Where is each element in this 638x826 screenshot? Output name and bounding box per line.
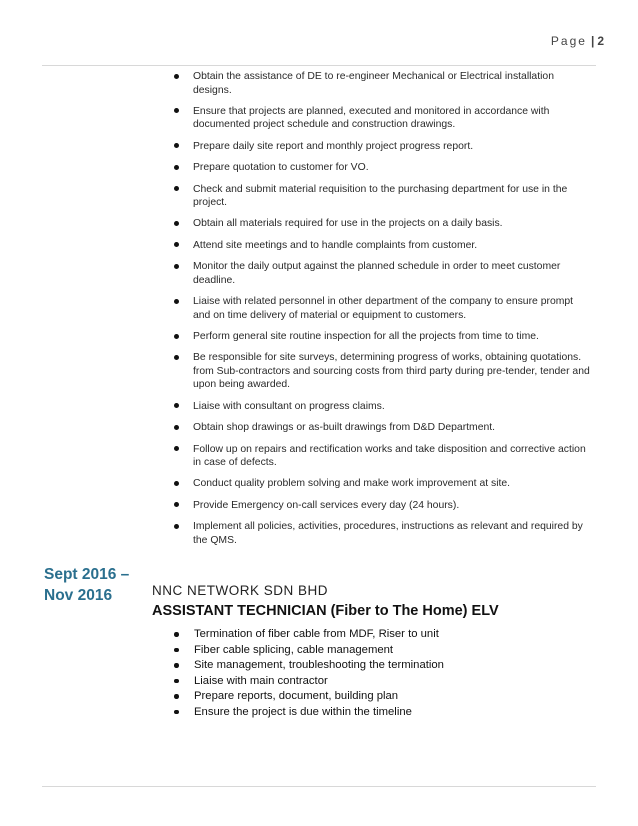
task-text: Site management, troubleshooting the termination (194, 659, 444, 672)
duty-text: Be responsible for site surveys, determining progress of works, obtaining quotations. from Sub-contractors and sourcing costs from third party during pre-tender, tender and upon being awarded. (193, 352, 590, 391)
duty-text: Provide Emergency on-call services every day (24 hours). (193, 499, 460, 511)
duty-text: Ensure that projects are planned, executed and monitored in accordance with documented project schedule and construction drawings. (193, 105, 550, 131)
bullet-icon (174, 108, 179, 113)
bullet-icon (174, 648, 179, 653)
bullet-icon (174, 221, 179, 226)
bullet-icon (174, 186, 179, 191)
duty-text: Conduct quality problem solving and make work improvement at site. (193, 478, 511, 490)
list-item (172, 643, 444, 659)
duty-text: Check and submit material requisition to the purchasing department for use in the project. (193, 183, 568, 209)
list-item (172, 421, 592, 435)
list-item (172, 658, 444, 674)
duty-text: Follow up on repairs and rectification works and take disposition and corrective action in case of defects. (193, 443, 586, 469)
list-item (172, 674, 444, 690)
duty-text: Prepare quotation to customer for VO. (193, 162, 369, 174)
list-item (172, 705, 444, 721)
list-item (172, 260, 592, 287)
task-text: Prepare reports, document, building plan (194, 690, 399, 703)
list-item (172, 161, 592, 175)
list-item (172, 70, 592, 97)
list-item (172, 140, 592, 154)
duty-text: Implement all policies, activities, procedures, instructions as relevant and required by the QMS. (193, 521, 583, 546)
bullet-icon (174, 481, 179, 486)
duty-text: Obtain all materials required for use in the projects on a daily basis. (193, 218, 503, 230)
list-item (172, 400, 592, 414)
duty-text: Obtain the assistance of DE to re-engineer Mechanical or Electrical installation designs. (193, 71, 554, 96)
bullet-icon (174, 425, 179, 430)
list-item (172, 217, 592, 231)
bullet-icon (174, 74, 179, 79)
list-item (172, 183, 592, 210)
bullet-icon (174, 446, 179, 451)
duty-text: Liaise with consultant on progress claims. (193, 400, 385, 412)
bullet-icon (174, 632, 179, 637)
page-label: Page (550, 34, 587, 48)
bullet-icon (174, 299, 179, 304)
list-item (172, 499, 592, 513)
tasks-list (172, 627, 444, 721)
bullet-icon (174, 694, 179, 699)
duty-text: Prepare daily site report and monthly project progress report. (193, 140, 474, 152)
list-item (172, 295, 592, 322)
date-end: Nov 2016 (44, 587, 113, 604)
list-item (172, 627, 444, 643)
duty-text: Monitor the daily output against the planned schedule in order to meet customer deadline. (193, 261, 561, 286)
bullet-icon (174, 710, 179, 715)
bullet-icon (174, 502, 179, 507)
duty-text: Perform general site routine inspection for all the projects from time to time. (193, 331, 539, 343)
list-item (172, 330, 592, 344)
list-item (172, 689, 444, 705)
header-divider (42, 65, 596, 66)
page-header (551, 34, 604, 48)
bullet-icon (174, 242, 179, 247)
task-text: Ensure the project is due within the timeline (194, 705, 412, 718)
job-title: ASSISTANT TECHNICIAN (Fiber to The Home) ELV (152, 603, 499, 619)
duty-text: Obtain shop drawings or as-built drawings from D&D Department. (193, 422, 496, 434)
bullet-icon (174, 334, 179, 339)
bullet-icon (174, 663, 179, 668)
bullet-icon (174, 524, 179, 529)
list-item (172, 520, 592, 547)
bullet-icon (174, 403, 179, 408)
list-item (172, 105, 592, 132)
duty-text: Liaise with related personnel in other department of the company to ensure prompt and on time delivery of material or equipment to customers. (193, 296, 574, 321)
bullet-icon (174, 143, 179, 148)
employment-dates (44, 564, 129, 606)
bullet-icon (174, 679, 179, 684)
list-item (172, 443, 592, 470)
page-separator: | (590, 34, 595, 48)
date-start: Sept 2016 – (44, 566, 130, 583)
company-name: NNC NETWORK SDN BHD (152, 583, 329, 598)
bullet-icon (174, 355, 179, 360)
page-number: 2 (597, 34, 604, 48)
task-text: Termination of fiber cable from MDF, Riser to unit (194, 628, 439, 640)
task-text: Liaise with main contractor (194, 674, 328, 687)
list-item (172, 351, 592, 392)
list-item (172, 239, 592, 253)
list-item (172, 477, 592, 491)
footer-divider (42, 786, 596, 787)
duty-text: Attend site meetings and to handle complaints from customer. (193, 239, 478, 251)
task-text: Fiber cable splicing, cable management (194, 643, 394, 656)
bullet-icon (174, 264, 179, 269)
duties-list (172, 70, 592, 555)
bullet-icon (174, 165, 179, 170)
